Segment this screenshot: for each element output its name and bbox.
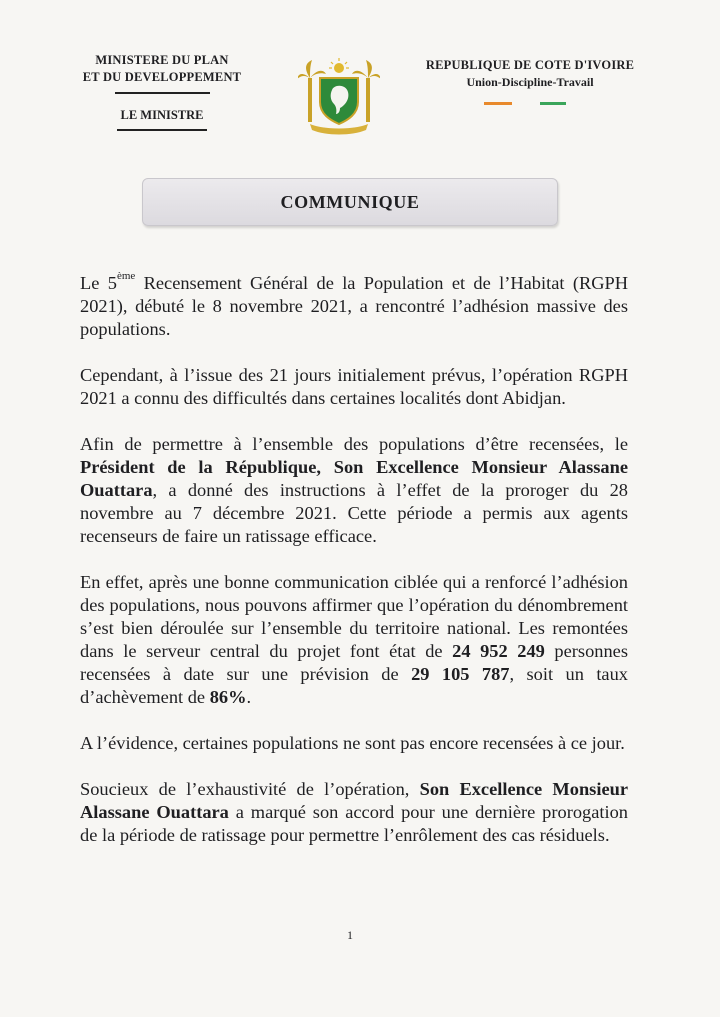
text-span: Le 5 [80,273,117,293]
bold-text: Président de la République, Son Excellence Monsieur Alassane Ouattara [80,457,628,500]
text-span: Soucieux de l’exhaustivité de l’opération, [80,779,420,799]
republic-name: REPUBLIQUE DE COTE D'IVOIRE [425,58,635,72]
text-span: Afin de permettre à l’ensemble des populations d’être recensées, le [80,434,628,454]
ministry-line-1: MINISTERE DU PLAN [95,53,229,67]
superscript: ème [116,270,136,282]
text-span: personnes recensées à date sur une prévision de [80,641,628,684]
ministry-header [62,52,262,131]
national-motto: Union-Discipline-Travail [466,75,594,89]
text-span: a marqué son accord pour une dernière prorogation de la période de ratissage pour permettre l’enrôlement des cas résiduels. [80,802,628,845]
bold-text: Son Excellence Monsieur Alassane Ouattara [80,779,629,822]
paragraph-5: A l’évidence, certaines populations ne sont pas encore recensées à ce jour. [80,733,625,753]
ministry-name [62,52,262,86]
flag-green-stripe [540,102,566,105]
text-span: , soit un taux d’achèvement de [80,664,628,707]
text-span: , a donné des instructions à l’effet de la proroger du 28 novembre au 7 décembre 2021. Cette période a permis aux agents recenseurs de faire un ratissage efficace. [80,480,628,546]
bold-number: 24 952 249 [452,641,545,661]
ministry-line-2: ET DU DEVELOPPEMENT [82,70,242,84]
paragraph-1 [80,272,628,341]
republic-header [400,58,660,108]
flag-orange-stripe [484,102,512,105]
document-title: COMMUNIQUE [280,191,420,212]
flag-stripes [400,98,660,108]
divider [117,129,207,131]
text-span: En effet, après une bonne communication ciblée qui a renforcé l’adhésion des populations, nous pouvons affirmer que l’opération du dénombrement s’est bien déroulée sur l’ensemble du territoire national. Les remontées dans le serveur central du projet font état de [80,572,628,661]
title-banner [142,178,558,226]
divider [115,92,210,94]
bold-number: 29 105 787 [411,664,510,684]
text-span: . [246,687,252,707]
paragraph-4 [80,571,628,709]
bold-percentage: 86% [209,687,247,707]
page-number: 1 [347,928,353,942]
text-span: Recensement Général de la Population et de l’Habitat (RGPH 2021), débuté le 8 novembre 2021, a rencontré l’adhésion massive des populations. [80,273,628,339]
coat-of-arms-icon [298,56,380,138]
paragraph-3 [80,433,628,548]
document-body [80,272,628,870]
paragraph-6 [80,778,628,847]
paragraph-2: Cependant, à l’issue des 21 jours initialement prévus, l’opération RGPH 2021 a connu des difficultés dans certaines localités dont Abidjan. [80,365,628,408]
minister-label: LE MINISTRE [120,108,204,122]
